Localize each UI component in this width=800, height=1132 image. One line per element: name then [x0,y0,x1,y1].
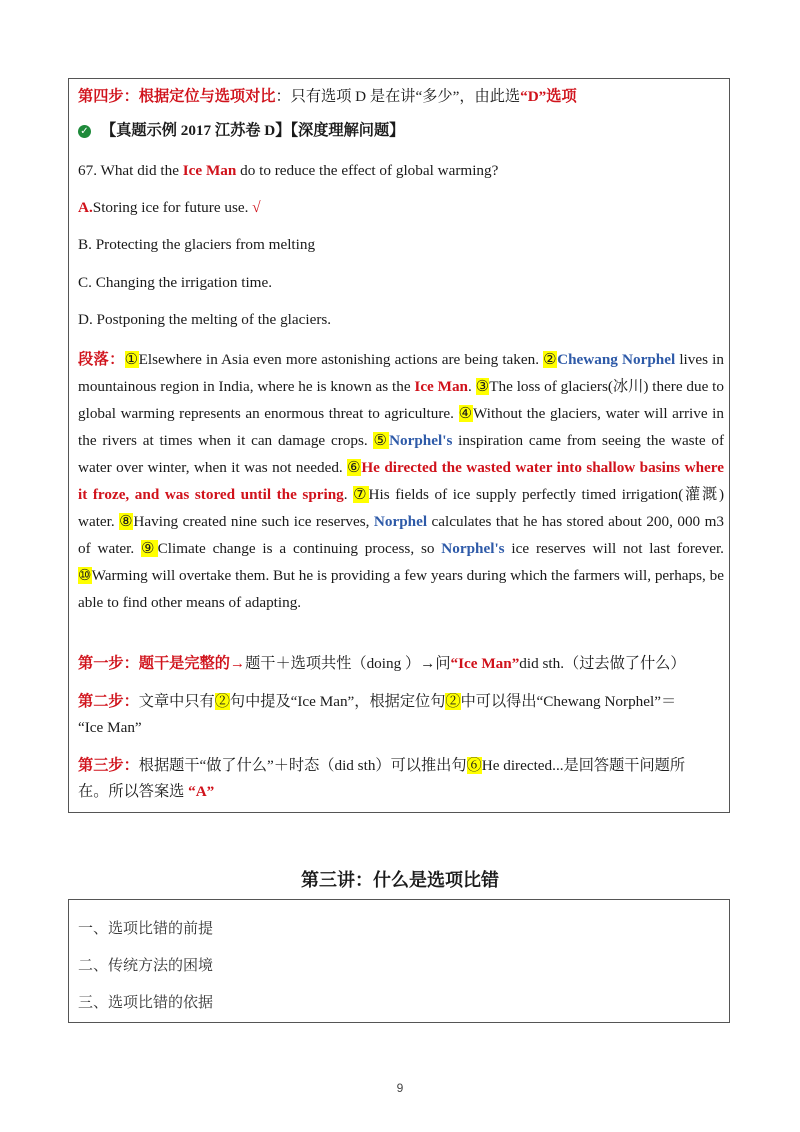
step2-line: 第二步：文章中只有②句中提及“Ice Man”，根据定位句②中可以得出“Chewang Norphel”＝ [78,693,677,710]
toc-item: 一、选项比错的前提 [78,921,214,937]
option-b: B. Protecting the glaciers from melting [78,236,316,253]
option-a: A.Storing ice for future use. √ [78,199,261,216]
passage: 段落：①Elsewhere in Asia even more astonishing actions are being taken. ②Chewang Norphel lives in mountainous region in India, where he is known as the Ice Man. ③The loss of glaciers(冰川) there due to global warming represents an enormous threat to agriculture. ④Without the glaciers, water will arrive in the rivers at times when it can damage crops. ⑤Norphel's inspiration came from seeing the waste of water over winter, when it was not needed. ⑥He directed the wasted water into shallow basins where it froze, and was stored until the spring. ⑦His fields of ice supply perfectly timed irrigation(灌溉) water. ⑧Having created nine such ice reserves, Norphel calculates that he has stored about 200, 000 m3 of water. ⑨Climate change is a continuing process, so Norphel's ice reserves will not last forever. ⑩Warming will overtake them. But he is providing a few years during which the farmers will, perhaps, be able to find other means of adapting. [78,351,725,611]
page-number: 9 [396,1081,404,1095]
question: 67. What did the Ice Man do to reduce the effect of global warming? [78,162,499,179]
toc-item: 二、传统方法的困境 [78,958,214,974]
example-header: ✓ 【真题示例 2017 江苏卷 D】【深度理解问题】 [78,122,720,140]
step1-line: 第一步：题干是完整的→题干＋选项共性（doing ）→问“Ice Man”did sth.（过去做了什么） [78,655,686,672]
toc-item: 三、选项比错的依据 [78,995,214,1011]
step2-line-cont: “Ice Man” [78,719,142,736]
toc-box [68,899,730,1023]
step4-line: 第四步：根据定位与选项对比：只有选项 D 是在讲“多少”，由此选“D”选项 [78,88,577,105]
option-c: C. Changing the irrigation time. [78,274,273,291]
check-circle-icon: ✓ [78,125,91,138]
step3-line: 第三步：根据题干“做了什么”＋时态（did sth）可以推出句⑥He directed...是回答题干问题所 [78,757,686,774]
step3-line-cont: 在。所以答案选 “A” [78,783,215,800]
content-box [68,78,730,813]
option-d: D. Postponing the melting of the glaciers. [78,311,332,328]
section-title: 第三讲：什么是选项比错 [301,870,499,890]
